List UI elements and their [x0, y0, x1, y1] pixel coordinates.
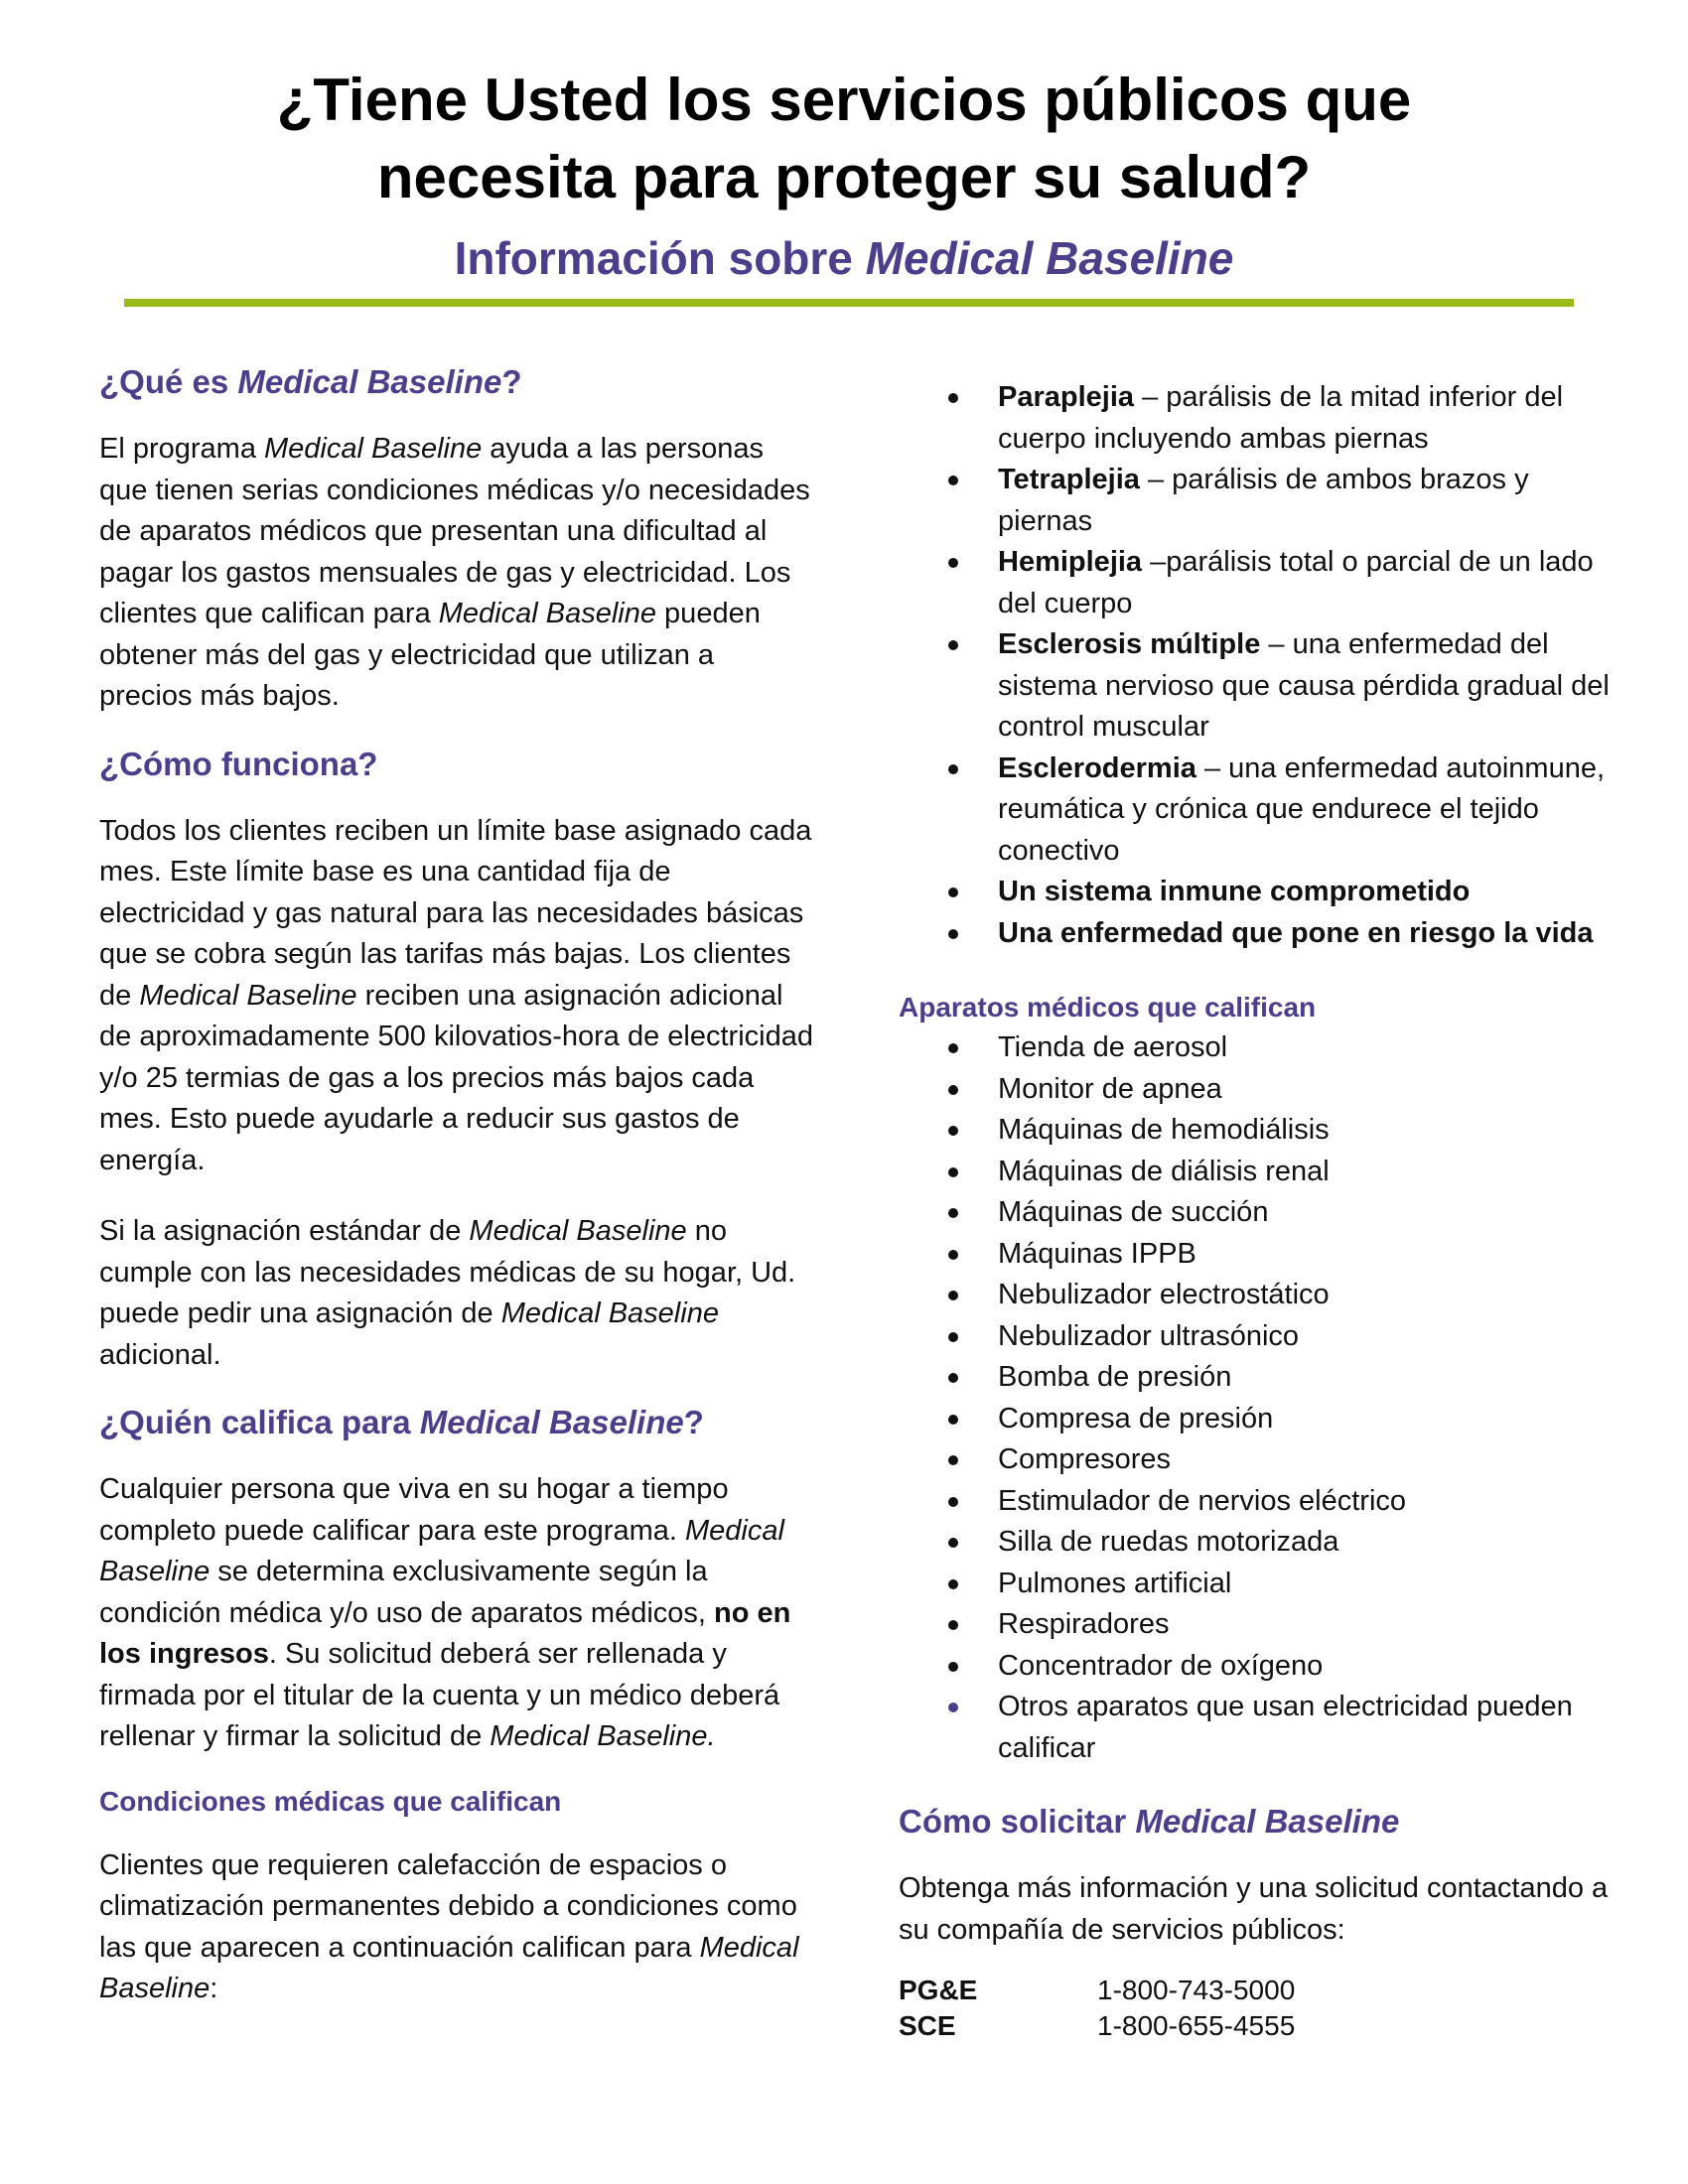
device-item: Estimulador de nervios eléctrico [899, 1481, 1614, 1523]
condition-term: Paraplejia [998, 381, 1135, 413]
paragraph-conditions-intro: Clientes que requieren calefacción de espacios o climatización permanentes debido a condiciones como las que aparecen a continuación califican para Medical Baseline: [99, 1848, 799, 2004]
condition-term: Esclerosis múltiple [998, 628, 1261, 660]
condition-item [899, 913, 1614, 955]
conditions-list [899, 377, 1614, 954]
device-item: Tienda de aerosol [899, 1027, 1614, 1069]
device-item: Respiradores [899, 1604, 1614, 1646]
subtitle-prefix: Información sobre [454, 232, 866, 284]
device-item: Nebulizador electrostático [899, 1275, 1614, 1316]
condition-item [899, 377, 1614, 460]
heading-qualifying-devices: Aparatos médicos que califican [899, 992, 1317, 1023]
device-item: Compresa de presión [899, 1399, 1614, 1440]
device-item: Máquinas de succión [899, 1192, 1614, 1234]
condition-term: Tetraplejia [998, 464, 1140, 495]
heading-how-it-works: ¿Cómo funciona? [99, 745, 378, 782]
paragraph-additional-allocation: Si la asignación estándar de Medical Baseline no cumple con las necesidades médicas de su hogar, Ud. puede pedir una asignación de Medical Baseline adicional. [99, 1215, 796, 1371]
device-item: Compresores [899, 1439, 1614, 1481]
heading-what-italic: Medical Baseline [237, 363, 502, 400]
device-item: Otros aparatos que usan electricidad pueden calificar [899, 1687, 1614, 1769]
title-line-1: ¿Tiene Usted los servicios públicos que [276, 67, 1412, 133]
devices-list [899, 1027, 1614, 1769]
condition-term: Esclerodermia [998, 751, 1196, 784]
device-item: Bomba de presión [899, 1357, 1614, 1399]
condition-item [899, 460, 1614, 542]
device-item: Silla de ruedas motorizada [899, 1522, 1614, 1564]
contacts-table [899, 1973, 1614, 2044]
condition-term: Un sistema inmune comprometido [998, 876, 1471, 907]
paragraph-how-it-works: Todos los clientes reciben un límite base asignado cada mes. Este límite base es una cantidad fija de electricidad y gas natural para las necesidades básicas que se cobra según las tarifas más bajas. Los clientes de Medical Baseline reciben una asignación adicional de aproximadamente 500 kilovatios-hora de electricidad y/o 25 termias de gas a los precios más bajos cada mes. Esto puede ayudarle a reducir sus gastos de energía. [99, 814, 813, 1176]
device-item: Concentrador de oxígeno [899, 1646, 1614, 1688]
condition-item [899, 872, 1614, 913]
condition-description: – una enfermedad autoinmune, reumática y crónica que endurece el tejido conectivo [998, 751, 1606, 867]
paragraph-who-qualifies: Cualquier persona que viva en su hogar a tiempo completo puede calificar para este programa. Medical Baseline se determina exclusivamente según la condición médica y/o uso de aparatos médicos, no en los ingresos. Su solicitud deberá ser rellenada y firmada por el titular de la cuenta y un médico deberá rellenar y firmar la solicitud de Medical Baseline. [99, 1473, 791, 1752]
page-title [0, 62, 1688, 216]
heading-what-prefix: ¿Qué es [99, 363, 238, 400]
contact-utility: PG&E [899, 1975, 978, 2005]
condition-term: Una enfermedad que pone en riesgo la vida [998, 916, 1594, 949]
device-item: Nebulizador ultrasónico [899, 1316, 1614, 1358]
condition-item [899, 624, 1614, 749]
condition-item [899, 749, 1614, 873]
contact-row [899, 1973, 1614, 2008]
contact-phone: 1-800-743-5000 [1097, 1975, 1296, 2005]
heading-what-suffix: ? [501, 363, 522, 400]
contact-row [899, 2008, 1614, 2044]
condition-item [899, 542, 1614, 624]
heading-who-qualifies: ¿Quién califica para Medical Baseline? [99, 1404, 704, 1440]
page-subtitle [0, 230, 1688, 286]
heading-qualifying-conditions: Condiciones médicas que califican [99, 1785, 562, 1817]
left-column [99, 359, 814, 2010]
right-column [899, 377, 1614, 2044]
condition-description: – parálisis de ambos brazos y piernas [998, 464, 1529, 537]
device-item: Pulmones artificial [899, 1564, 1614, 1605]
device-item: Máquinas de diálisis renal [899, 1152, 1614, 1193]
device-item: Monitor de apnea [899, 1069, 1614, 1111]
heading-what-is [99, 359, 814, 405]
heading-how-to-apply: Cómo solicitar Medical Baseline [899, 1803, 1400, 1840]
title-line-2: necesita para proteger su salud? [376, 144, 1312, 210]
paragraph-how-to-apply: Obtenga más información y una solicitud contactando a su compañía de servicios públicos: [899, 1872, 1609, 1946]
condition-description: – parálisis de la mitad inferior del cuerpo incluyendo ambas piernas [998, 381, 1564, 455]
device-item: Máquinas de hemodiálisis [899, 1110, 1614, 1152]
contact-phone: 1-800-655-4555 [1097, 2010, 1296, 2041]
subtitle-program-name: Medical Baseline [865, 232, 1234, 284]
header-divider [124, 299, 1574, 307]
condition-description: –parálisis total o parcial de un lado del cuerpo [998, 546, 1594, 619]
contact-utility: SCE [899, 2010, 956, 2041]
paragraph-what-is: El programa Medical Baseline ayuda a las personas que tienen serias condiciones médicas y/o necesidades de aparatos médicos que presentan una dificultad al pagar los gastos mensuales de gas y electricidad. Los clientes que califican para Medical Baseline pueden obtener más del gas y electricidad que utilizan a precios más bajos. [99, 433, 810, 712]
condition-description: – una enfermedad del sistema nervioso que causa pérdida gradual del control muscular [998, 628, 1610, 743]
condition-term: Hemiplejia [998, 546, 1143, 578]
device-item: Máquinas IPPB [899, 1234, 1614, 1276]
